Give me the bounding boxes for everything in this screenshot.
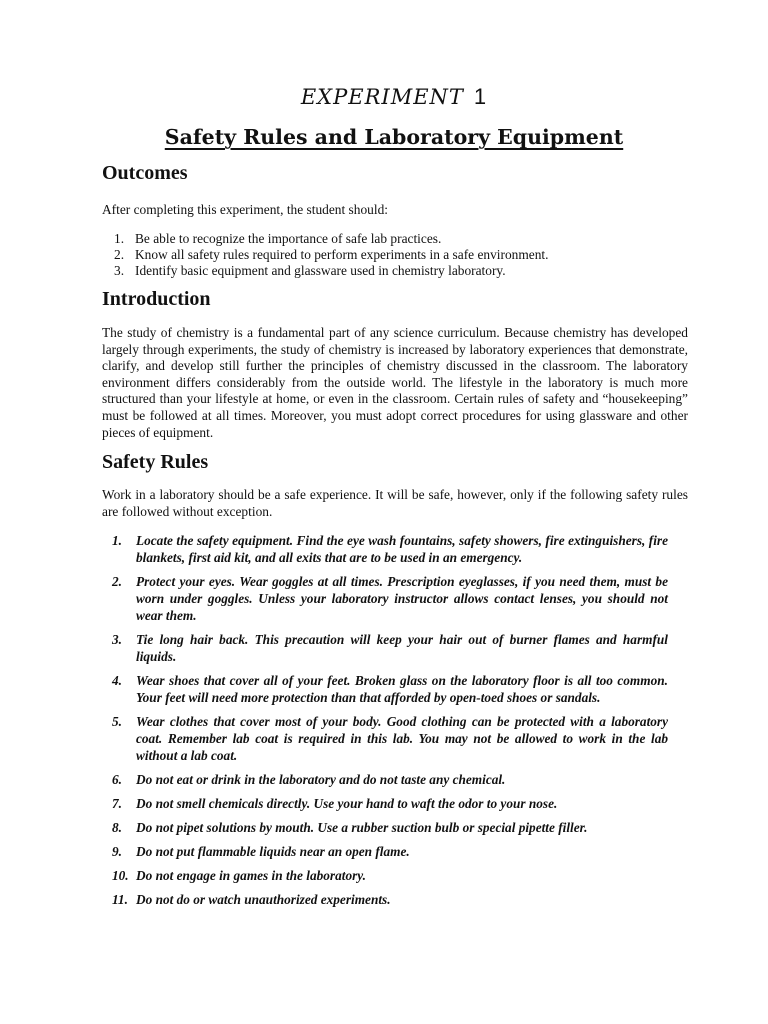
safety-rules-heading: Safety Rules [102, 451, 209, 473]
safety-rules-list [102, 532, 668, 915]
experiment-number: 1 [473, 84, 488, 109]
safety-rules-intro: Work in a laboratory should be a safe experience. It will be safe, however, only if the following safety rules are followed without exception. [102, 487, 688, 519]
experiment-word: EXPERIMENT [300, 85, 464, 109]
safety-rule: 1. Locate the safety equipment. Find the eye wash fountains, safety showers, fire extinguishers, fire blankets, first aid kit, and all exits that are to be used in an emergency. [112, 533, 668, 565]
outcomes-intro: After completing this experiment, the student should: [102, 202, 388, 217]
outcomes-heading: Outcomes [102, 162, 188, 184]
document-subtitle: Safety Rules and Laboratory Equipment [164, 125, 624, 149]
safety-rule: 3. Tie long hair back. This precaution will keep your hair out of burner flames and harmful liquids. [112, 632, 668, 664]
safety-rule: 9. Do not put flammable liquids near an open flame. [112, 844, 410, 859]
outcome-item: 3. Identify basic equipment and glassware used in chemistry laboratory. [114, 263, 506, 278]
experiment-title [0, 84, 768, 110]
introduction-heading: Introduction [102, 288, 211, 310]
safety-rule: 10. Do not engage in games in the laboratory. [112, 868, 367, 883]
safety-rule: 11. Do not do or watch unauthorized experiments. [112, 892, 391, 907]
safety-rule: 6. Do not eat or drink in the laboratory and do not taste any chemical. [112, 772, 506, 787]
outcome-item: 2. Know all safety rules required to perform experiments in a safe environment. [114, 247, 549, 262]
outcomes-list [102, 231, 688, 279]
safety-rule: 8. Do not pipet solutions by mouth. Use a rubber suction bulb or special pipette filler. [112, 820, 588, 835]
safety-rule: 2. Protect your eyes. Wear goggles at all times. Prescription eyeglasses, if you need them, must be worn under goggles. Unless your laboratory instructor allows contact lenses, you should not wear them. [112, 574, 668, 623]
outcome-item: 1. Be able to recognize the importance of safe lab practices. [114, 231, 442, 246]
introduction-body: The study of chemistry is a fundamental part of any science curriculum. Because chemistry has developed largely through experiments, the study of chemistry is increased by laboratory experiences that demonstrate, clarify, and develop still further the principles of chemistry discussed in the classroom. The laboratory environment differs considerably from the outside world. The lifestyle in the laboratory is much more structured than your lifestyle at home, or even in the classroom. Certain rules of safety and “housekeeping” must be followed at all times. Moreover, you must adopt correct procedures for using glassware and other pieces of equipment. [102, 325, 688, 440]
safety-rule: 4. Wear shoes that cover all of your feet. Broken glass on the laboratory floor is all too common. Your feet will need more protection than that afforded by open-toed shoes or sandals. [112, 673, 668, 705]
safety-rule: 5. Wear clothes that cover most of your body. Good clothing can be protected with a laboratory coat. Remember lab coat is required in this lab. You may not be allowed to work in the lab without a lab coat. [112, 714, 668, 763]
safety-rule: 7. Do not smell chemicals directly. Use your hand to waft the odor to your nose. [112, 796, 558, 811]
